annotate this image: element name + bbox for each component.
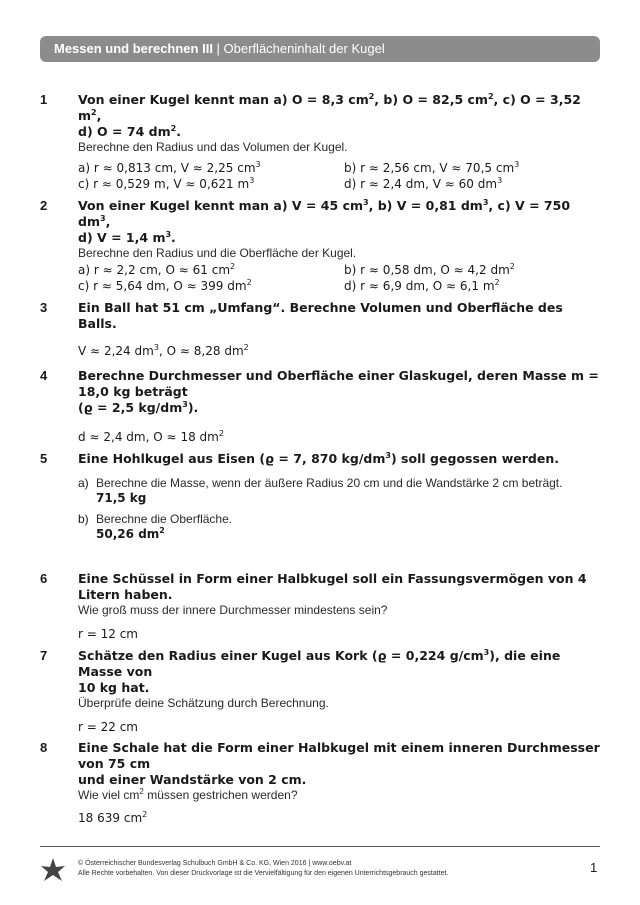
publisher-logo-icon [40,857,66,883]
task-number: 6 [40,571,48,586]
footer-copyright: © Österreichischer Bundesverlag Schulbuch GmbH & Co. KG, Wien 2016 | www.oebv.at [78,860,352,867]
footer-rights: Alle Rechte vorbehalten. Von dieser Druckvorlage ist die Vervielfältigung für den eigenen Unterrichtsgebrauch gestattet. [78,870,449,877]
answer-c: c) r ≈ 5,64 dm, O ≈ 399 $dm^2$ [78,278,252,293]
subtask-b [78,512,600,542]
task-instruction: Berechne den Radius und die Oberfläche der Kugel. [78,246,357,260]
task-question: 10 kg hat. [78,680,150,695]
answer-a: a) r ≈ 2,2 cm, O ≈ 61 $cm^2$ [78,262,236,277]
task-number: 3 [40,300,48,315]
task-question: Eine Schüssel in Form einer Halbkugel soll ein Fassungsvermögen von 4 Litern haben. [78,571,587,602]
answer-d: d) r ≈ 2,4 dm, V ≈ 60 $dm^3$ [344,176,503,191]
answer-a: a) r ≈ 0,813 cm, V ≈ 2,25 $cm^3$ [78,160,261,175]
answer-c: c) r ≈ 0,529 m, V ≈ 0,621 $m^3$ [78,176,255,191]
answer-b: b) r ≈ 2,56 cm, V ≈ 70,5 $cm^3$ [344,160,520,175]
subtask-answer: 50,26 $dm^2$ [96,526,165,541]
page-number: 1 [590,860,598,875]
answer-grid [78,263,600,293]
task-question: (ϱ = 2,5 $kg/dm^3$). [78,400,199,415]
task-question: Eine Schale hat die Form einer Halbkugel mit einem inneren Durchmesser von 75 cm [78,740,600,771]
header-subtitle: Oberflächeninhalt der Kugel [223,41,385,56]
page-header [40,36,600,62]
task-number: 4 [40,368,48,383]
subtask-text: Berechne die Oberfläche. [96,512,233,526]
task-answer: r = 22 cm [78,720,138,734]
task-number: 2 [40,198,48,213]
subtask-text: Berechne die Masse, wenn der äußere Radius 20 cm und die Wandstärke 2 cm beträgt. [96,476,563,490]
task-instruction: Wie groß muss der innere Durchmesser mindestens sein? [78,603,388,617]
header-title: Messen und berechnen III [54,41,213,56]
answer-d: d) r ≈ 6,9 dm, O ≈ 6,1 $m^2$ [344,278,500,293]
task-question: d) V = 1,4 $m^3$. [78,230,176,245]
task-number: 7 [40,648,48,663]
task-instruction: Wie viel $cm^2$ müssen gestrichen werden? [78,787,298,802]
task-number: 5 [40,451,48,466]
subtask-label: a) [78,476,89,490]
answer-b: b) r ≈ 0,58 dm, O ≈ 4,2 $dm^2$ [344,262,515,277]
task-question: Von einer Kugel kennt man a) V = 45 $cm^3$, b) V = 0,81 $dm^3$, c) V = 750 $dm^3$, [78,198,571,229]
task-question: d) O = 74 $dm^2$. [78,124,181,139]
task-answer: d ≈ 2,4 dm, O ≈ 18 $dm^2$ [78,429,224,444]
footer-text [78,859,558,879]
task-number: 8 [40,740,48,755]
answer-grid [78,161,600,191]
subtask-answer: 71,5 kg [96,491,147,505]
header-separator: | [212,41,224,56]
task-question: Schätze den Radius einer Kugel aus Kork (ϱ = 0,224 $g/cm^3$), die eine Masse von [78,648,561,679]
task-question: Berechne Durchmesser und Oberfläche einer Glaskugel, deren Masse m = 18,0 kg beträgt [78,368,599,399]
task-answer: V ≈ 2,24 $dm^3$, O ≈ 8,28 $dm^2$ [78,343,249,358]
task-answer: r = 12 cm [78,627,138,641]
task-question: Eine Hohlkugel aus Eisen (ϱ = 7, 870 $kg/dm^3$) soll gegossen werden. [78,451,559,466]
task-question: und einer Wandstärke von 2 cm. [78,772,307,787]
subtask-a [78,476,600,506]
task-instruction: Berechne den Radius und das Volumen der Kugel. [78,140,348,154]
footer-divider [40,846,600,847]
subtask-label: b) [78,512,89,526]
task-answer: 18 639 $cm^2$ [78,810,148,825]
task-number: 1 [40,92,48,107]
task-instruction: Überprüfe deine Schätzung durch Berechnung. [78,696,329,710]
task-question: Von einer Kugel kennt man a) O = 8,3 $cm^2$, b) O = 82,5 $cm^2$, c) O = 3,52 $m^2$, [78,92,581,123]
task-question: Ein Ball hat 51 cm „Umfang“. Berechne Volumen und Oberfläche des Balls. [78,300,563,331]
